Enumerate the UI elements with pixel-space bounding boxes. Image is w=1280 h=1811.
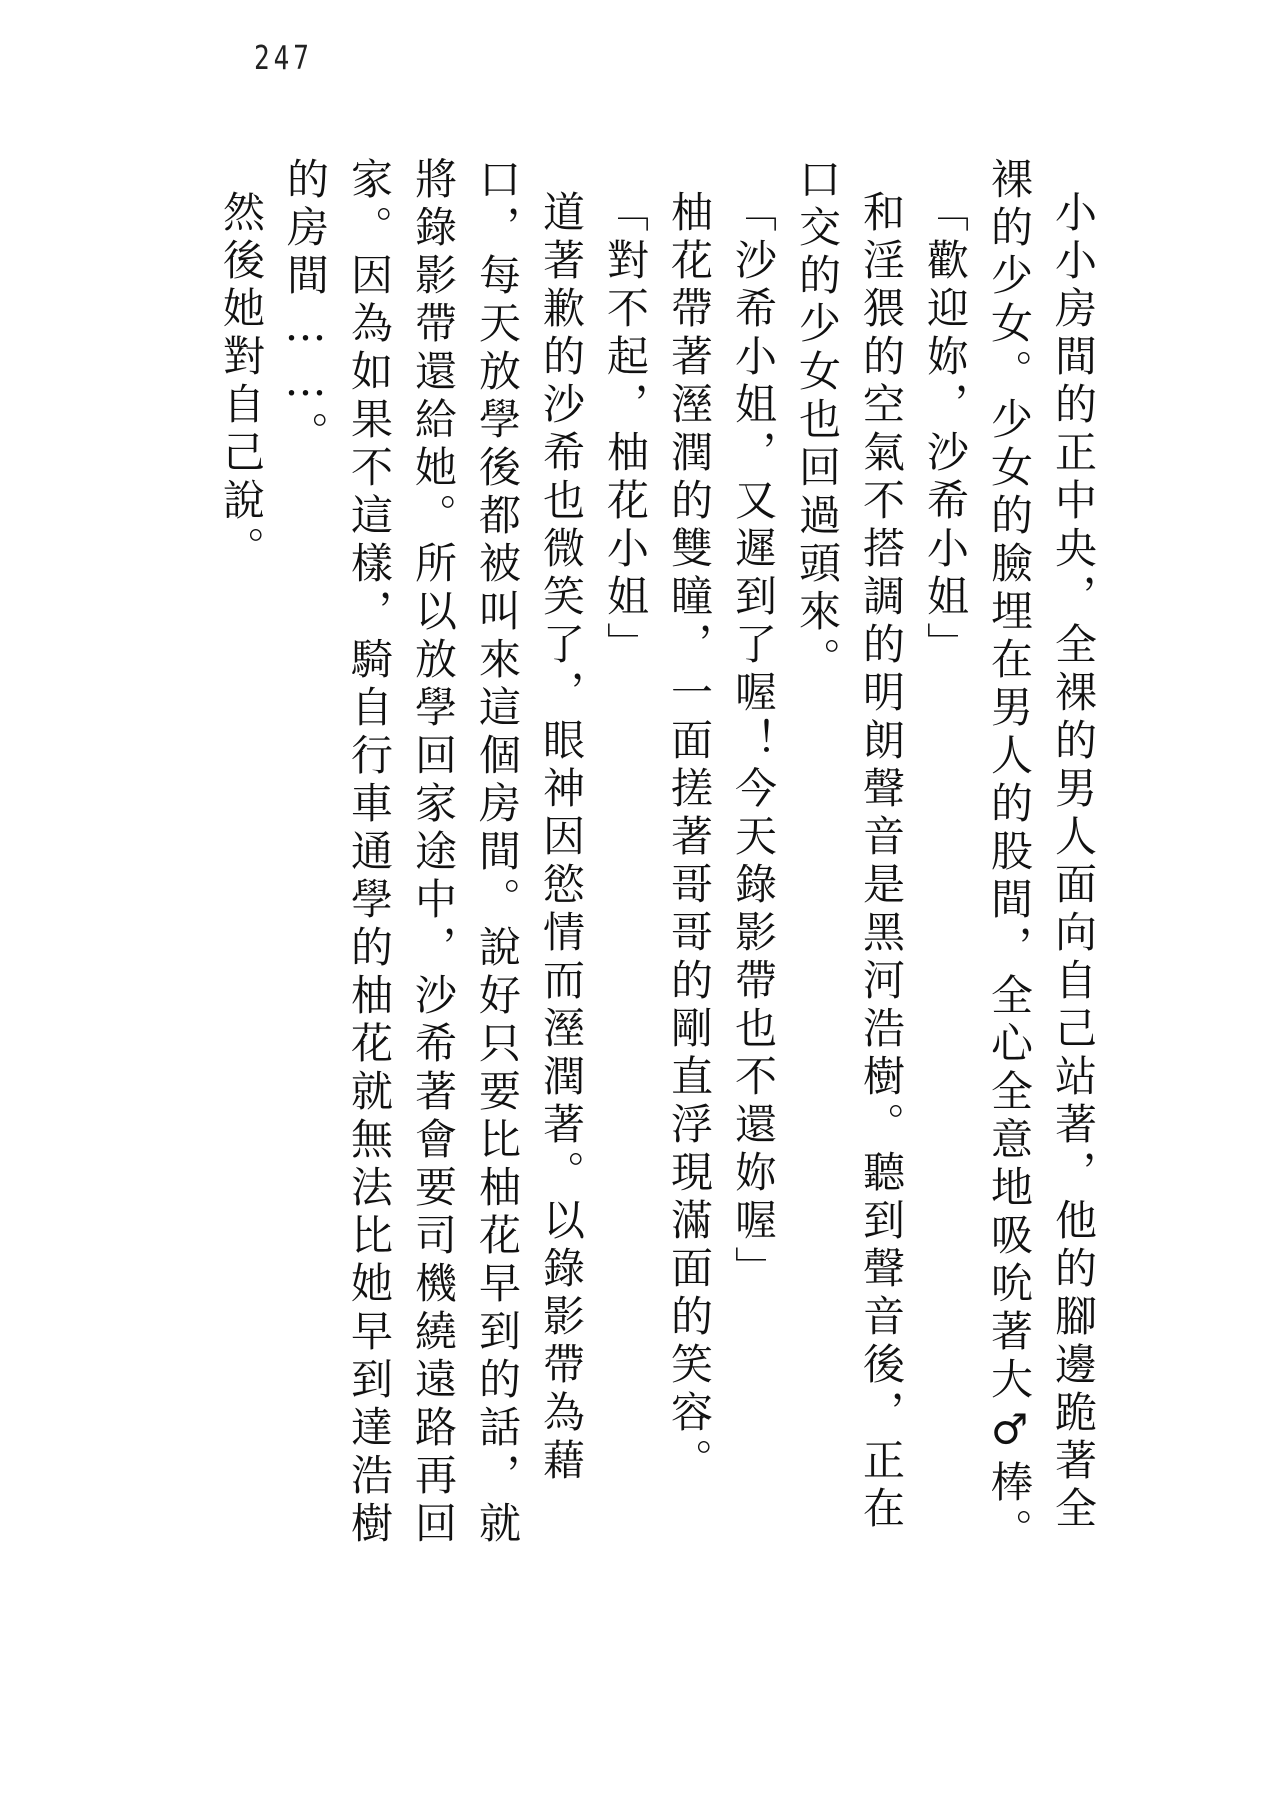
text-column: 將錄影帶還給她。所以放學回家途中，沙希著會要司機繞遠路再回 bbox=[409, 157, 458, 1549]
text-column: 小小房間的正中央，全裸的男人面向自己站著，他的腳邊跪著全 bbox=[1049, 190, 1098, 1534]
text-column: 裸的少女。少女的臉埋在男人的股間，全心全意地吸吮著大♂棒。 bbox=[985, 157, 1034, 1556]
text-column: 的房間……。 bbox=[281, 157, 330, 459]
text-column: 道著歉的沙希也微笑了，眼神因慾情而溼潤著。以錄影帶為藉 bbox=[537, 190, 586, 1486]
text-column: 「歡迎妳，沙希小姐」 bbox=[921, 190, 970, 670]
page-number: 247 bbox=[254, 40, 313, 78]
text-column: 口交的少女也回過頭來。 bbox=[793, 157, 842, 685]
text-column: 家。因為如果不這樣，騎自行車通學的柚花就無法比她早到達浩樹 bbox=[345, 157, 394, 1549]
text-column: 柚花帶著溼潤的雙瞳，一面搓著哥哥的剛直浮現滿面的笑容。 bbox=[665, 190, 714, 1486]
text-column: 「沙希小姐，又遲到了喔！今天錄影帶也不還妳喔」 bbox=[729, 190, 778, 1294]
text-column: 和淫猥的空氣不搭調的明朗聲音是黑河浩樹。聽到聲音後，正在 bbox=[857, 190, 906, 1534]
vertical-text-body bbox=[209, 157, 1105, 1640]
text-column: 「對不起，柚花小姐」 bbox=[601, 190, 650, 670]
text-column: 然後她對自己說。 bbox=[217, 190, 266, 574]
text-column: 口，每天放學後都被叫來這個房間。說好只要比柚花早到的話，就 bbox=[473, 157, 522, 1549]
